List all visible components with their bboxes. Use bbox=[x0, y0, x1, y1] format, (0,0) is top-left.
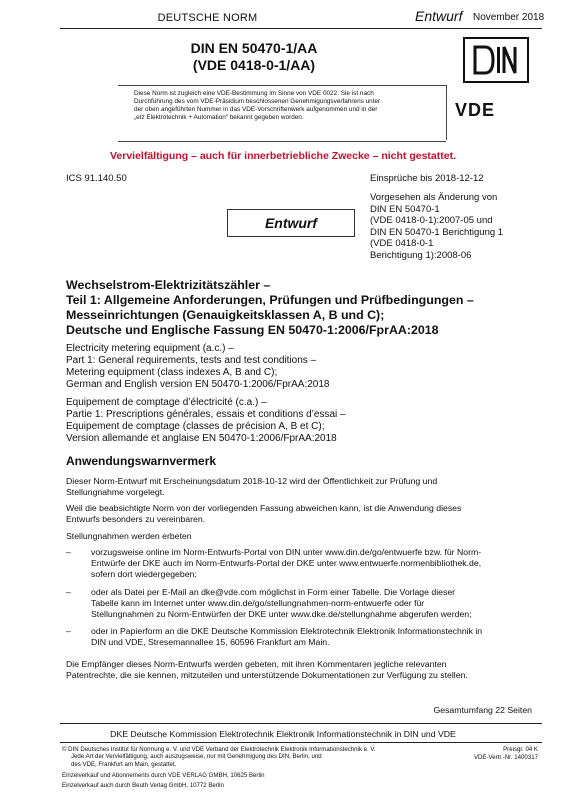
document-number bbox=[118, 40, 390, 74]
paragraph-line: Weil die beabsichtigte Norm von der vorliegenden Fassung abweichen kann, ist die Anwendung dieses bbox=[66, 503, 462, 513]
price-info bbox=[436, 746, 538, 761]
amendment-line: DIN EN 50470-1 bbox=[370, 203, 440, 215]
vde-notice-line: Durchführung des vom VDE-Präsidium beschlossenen Genehmigungsverfahrens unter bbox=[134, 98, 381, 105]
copyright-line: © DIN Deutsches Institut für Normung e. V. und VDE Verband der Elektrotechnik Elektronik Informationstechnik e. V. bbox=[62, 746, 376, 753]
paragraph-line: Stellungnahme vorgelegt. bbox=[66, 487, 165, 497]
vde-notice-line: Diese Norm ist zugleich eine VDE-Bestimmung im Sinne von VDE 0022. Sie ist nach bbox=[134, 90, 374, 97]
title-english-line: Electricity metering equipment (a.c.) – bbox=[66, 343, 234, 354]
reproduction-warning: Vervielfältigung – auch für innerbetriebliche Zwecke – nicht gestattet. bbox=[109, 150, 456, 162]
din-logo bbox=[463, 37, 529, 83]
bullet-line: DIN und VDE, Stresemannallee 15, 60596 Frankfurt am Main. bbox=[91, 637, 330, 647]
total-pages: Gesamtumfang 22 Seiten bbox=[433, 705, 532, 715]
document-number-vde: (VDE 0418-0-1/AA) bbox=[192, 57, 316, 73]
sales-vde-verlag: Einzelverkauf und Abonnements durch VDE VERLAG GMBH, 10625 Berlin bbox=[62, 772, 265, 779]
bullet-online-portal bbox=[91, 547, 536, 580]
draft-stamp: Entwurf bbox=[227, 209, 355, 237]
header-divider bbox=[60, 28, 542, 29]
paragraph-deviation bbox=[66, 503, 536, 525]
din-logo-mark bbox=[471, 43, 521, 77]
amendment-line: Berichtigung 1):2008-06 bbox=[370, 249, 472, 261]
standard-type: DEUTSCHE NORM bbox=[157, 12, 258, 24]
bullet-dash: – bbox=[66, 626, 71, 636]
bullet-line: sofern dort wiedergegeben; bbox=[91, 569, 197, 579]
section-heading-warning: Anwendungswarnvermerk bbox=[66, 454, 217, 468]
title-french bbox=[66, 397, 546, 445]
title-english bbox=[66, 343, 546, 391]
bullet-line: oder in Papierform an die DKE Deutsche Kommission Elektrotechnik Elektronik Informationstechnik in bbox=[91, 626, 483, 636]
title-german-line: Teil 1: Allgemeine Anforderungen, Prüfungen und Prüfbedingungen – bbox=[66, 293, 474, 307]
title-english-line: Metering equipment (class indexes A, B and C); bbox=[66, 367, 278, 378]
document-number-din: DIN EN 50470-1/AA bbox=[190, 40, 318, 56]
vde-notice-line: der oben angeführten Nummer in das VDE-Vorschriftenwerk aufgenommen und in der bbox=[134, 106, 378, 113]
title-german bbox=[66, 278, 546, 338]
copyright-notice bbox=[62, 746, 422, 768]
amendment-line: Vorgesehen als Änderung von bbox=[370, 192, 498, 203]
title-french-line: Partie 1: Prescriptions générales, essais et conditions d’essai – bbox=[66, 409, 346, 420]
bullet-line: Stellungnahmen zu Norm-Entwürfen der DKE unter www.dke.de/stellungnahme abgerufen werden; bbox=[91, 609, 472, 619]
paragraph-line: Die Empfänger dieses Norm-Entwurfs werden gebeten, mit ihren Kommentaren jegliche relevanten bbox=[66, 659, 447, 669]
copyright-line: Jede Art der Vervielfältigung, auch auszugsweise, nur mit Genehmigung des DIN, Berlin, und bbox=[71, 753, 322, 761]
intended-amendment bbox=[370, 192, 540, 261]
vde-notice bbox=[134, 90, 436, 122]
paragraph-patents bbox=[66, 659, 536, 681]
committee-name: DKE Deutsche Kommission Elektrotechnik Elektronik Informationstechnik in DIN und VDE bbox=[110, 729, 456, 739]
footer-divider-top bbox=[60, 723, 542, 724]
title-english-line: German and English version EN 50470-1:2006/FprAA:2018 bbox=[66, 379, 330, 390]
bullet-line: vorzugsweise online im Norm-Entwurfs-Portal von DIN unter www.din.de/go/entwuerfe bzw. für Norm- bbox=[91, 547, 482, 557]
copyright-line: des VDE, Frankfurt am Main, gestattet. bbox=[71, 760, 177, 768]
status-label: Entwurf bbox=[415, 8, 463, 24]
publication-date: November 2018 bbox=[473, 12, 545, 23]
bullet-line: Tabelle kann im Internet unter www.din.de/go/stellungnahmen-norm-entwuerfe oder für bbox=[91, 598, 425, 608]
ics-code: ICS 91.140.50 bbox=[66, 173, 127, 184]
title-german-line: Wechselstrom-Elektrizitätszähler – bbox=[66, 278, 271, 292]
amendment-line: (VDE 0418-0-1):2007-05 und bbox=[370, 215, 493, 226]
paragraph-publication bbox=[66, 476, 536, 498]
bullet-paper bbox=[91, 626, 536, 648]
paragraph-line: Entwurfs besonders zu vereinbaren. bbox=[66, 514, 206, 524]
title-french-line: Equipement de comptage (classes de précision A, B et C); bbox=[66, 421, 325, 432]
price-group: Preisgr. 04 K bbox=[503, 746, 538, 753]
vde-notice-divider bbox=[446, 85, 447, 140]
amendment-line: (VDE 0418-0-1 bbox=[370, 238, 434, 249]
title-french-line: Version allemande et anglaise EN 50470-1:2006/FprAA:2018 bbox=[66, 433, 337, 444]
bullet-email bbox=[91, 587, 536, 620]
title-french-line: Equipement de comptage d’électricité (c.a.) – bbox=[66, 397, 267, 408]
bullet-dash: – bbox=[66, 587, 71, 597]
footer-divider-bottom bbox=[60, 742, 542, 743]
paragraph-line: Dieser Norm-Entwurf mit Erscheinungsdatum 2018-10-12 wird der Öffentlichkeit zur Prüfung und bbox=[66, 476, 438, 486]
vde-notice-line: „etz Elektrotechnik + Automation“ bekannt gegeben worden. bbox=[134, 114, 304, 121]
title-german-line: Deutsche und Englische Fassung EN 50470-1:2006/FprAA:2018 bbox=[66, 323, 439, 337]
bullet-dash: – bbox=[66, 547, 71, 557]
vde-logo: VDE bbox=[455, 100, 496, 120]
bullet-line: Entwürfe der DKE auch im Norm-Entwurfs-Portal der DKE unter www.entwuerfe.normenbibliothek.de, bbox=[91, 558, 482, 568]
title-german-line: Messeinrichtungen (Genauigkeitsklassen A, B und C); bbox=[66, 308, 385, 322]
bullet-line: oder als Datei per E-Mail an dke@vde.com möglichst in Form einer Tabelle. Die Vorlage dieser bbox=[91, 587, 456, 597]
vde-order-number: VDE-Vertr.-Nr. 1400317 bbox=[473, 753, 538, 761]
paragraph-comments-requested: Stellungnahmen werden erbeten bbox=[66, 531, 192, 541]
sales-beuth-verlag: Einzelverkauf auch durch Beuth Verlag GmbH, 10772 Berlin bbox=[62, 782, 224, 789]
objection-deadline: Einsprüche bis 2018-12-12 bbox=[370, 173, 484, 184]
amendment-line: DIN EN 50470-1 Berichtigung 1 bbox=[370, 226, 504, 238]
paragraph-line: Patentrechte, die sie kennen, mitzuteilen und unterstützende Dokumentationen zur Verfügung zu stellen. bbox=[66, 670, 468, 680]
title-english-line: Part 1: General requirements, tests and test conditions – bbox=[66, 355, 317, 366]
